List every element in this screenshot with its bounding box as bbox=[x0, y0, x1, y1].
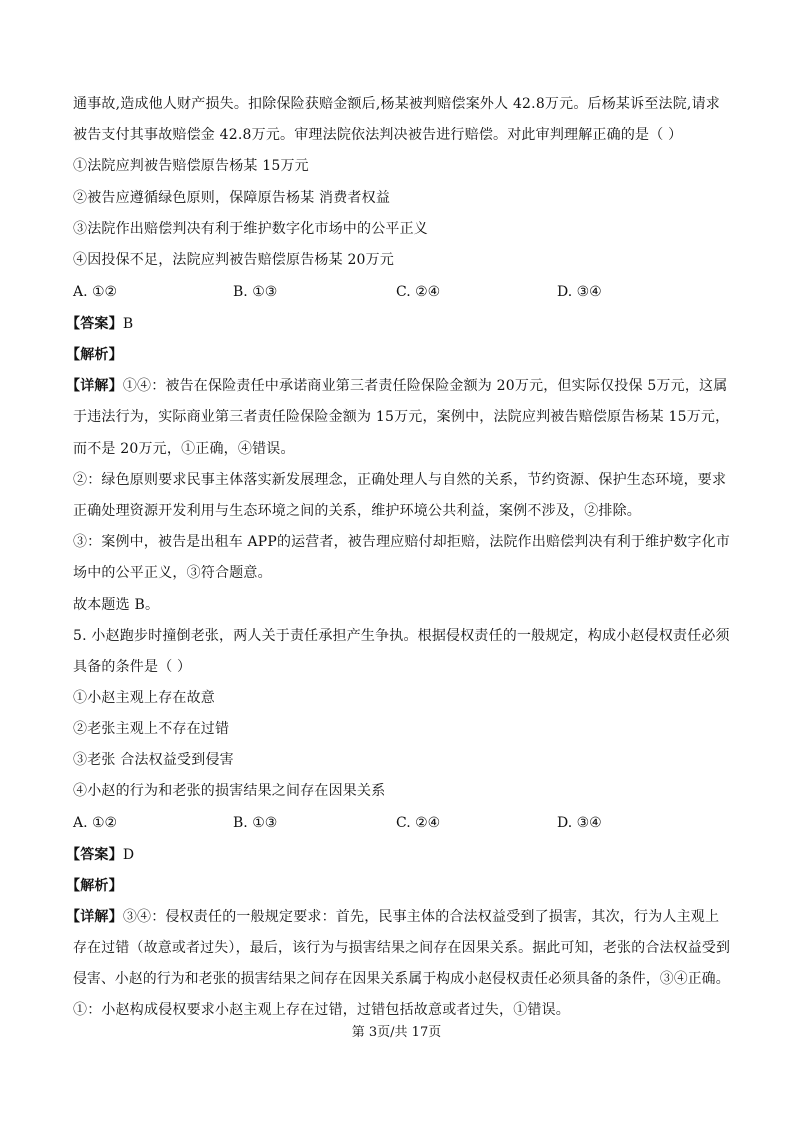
q4-detail-line-4: ②：绿色原则要求民事主体落实新发展理念，正确处理人与自然的关系，节约资源、保护生态环境，要求 bbox=[73, 472, 727, 488]
q4-answer-tag: 【答案】 bbox=[66, 316, 123, 332]
q5-detail-text-1: ③④：侵权责任的一般规定要求：首先，民事主体的合法权益受到了损害，其次，行为人主观上 bbox=[122, 909, 720, 925]
q4-detail-line-2: 于违法行为，实际商业第三者责任险保险金额为 15万元，案例中，法院应判被告赔偿原告杨某 15万元， bbox=[73, 409, 730, 425]
q5-answer-tag: 【答案】 bbox=[66, 847, 123, 863]
q4-option-3: ③法院作出赔偿判决有利于维护数字化市场中的公平正义 bbox=[73, 221, 428, 237]
q4-choice-c: C. ②④ bbox=[396, 284, 441, 300]
q5-detail-line-3: 侵害、小赵的行为和老张的损害结果之间存在因果关系属于构成小赵侵权责任必须具备的条件，③④正确。 bbox=[73, 971, 730, 987]
q5-analysis-tag: 【解析】 bbox=[66, 878, 123, 894]
page-footer: 第 3页/共 17页 bbox=[351, 1025, 442, 1040]
q5-detail-line-2: 存在过错（故意或者过失），最后，该行为与损害结果之间存在因果关系。据此可知，老张的合法权益受到 bbox=[73, 940, 731, 956]
q5-answer-value: D bbox=[122, 847, 135, 863]
q5-answer-line bbox=[66, 845, 134, 865]
q4-detail-text-1: ①④：被告在保险责任中承诺商业第三者责任险保险金额为 20万元，但实际仅投保 5万元，这属 bbox=[122, 378, 728, 394]
q4-choice-d: D. ③④ bbox=[557, 284, 602, 300]
q5-detail-line-1 bbox=[66, 907, 719, 927]
q5-choice-b: B. ①③ bbox=[233, 815, 278, 831]
q5-stem-line-2: 具备的条件是（ ） bbox=[73, 659, 192, 675]
q4-stem-line-1: 通事故,造成他人财产损失。扣除保险获赔金额后,杨某被判赔偿案外人 42.8万元。后杨某诉至法院,请求 bbox=[73, 96, 720, 112]
q4-option-1: ①法院应判被告赔偿原告杨某 15万元 bbox=[73, 158, 309, 174]
q5-choice-c: C. ②④ bbox=[396, 815, 441, 831]
q5-choice-d: D. ③④ bbox=[557, 815, 602, 831]
q5-detail-tag: 【详解】 bbox=[66, 909, 123, 925]
q5-option-2: ②老张主观上不存在过错 bbox=[73, 721, 230, 737]
q4-detail-line-5: 正确处理资源开发利用与生态环境之间的关系，维护环境公共利益，案例不涉及，②排除。 bbox=[73, 503, 641, 519]
q5-stem-line-1: 5. 小赵跑步时撞倒老张，两人关于责任承担产生争执。根据侵权责任的一般规定，构成小赵侵权责任必须 bbox=[73, 628, 730, 644]
q5-choice-a: A. ①② bbox=[73, 815, 118, 831]
q4-answer-value: B bbox=[122, 316, 134, 332]
q5-option-1: ①小赵主观上存在故意 bbox=[73, 690, 215, 706]
q4-conclusion: 故本题选 B。 bbox=[73, 597, 160, 613]
q4-detail-line-1 bbox=[66, 376, 727, 396]
q4-choice-a: A. ①② bbox=[73, 284, 118, 300]
q4-option-4: ④因投保不足，法院应判被告赔偿原告杨某 20万元 bbox=[73, 252, 395, 268]
q4-stem-line-2: 被告支付其事故赔偿金 42.8万元。审理法院依法判决被告进行赔偿。对此审判理解正确的是（ ） bbox=[73, 127, 683, 143]
q5-option-4: ④小赵的行为和老张的损害结果之间存在因果关系 bbox=[73, 783, 386, 799]
q4-option-2: ②被告应遵循绿色原则，保障原告杨某 消费者权益 bbox=[73, 190, 391, 206]
q5-option-3: ③老张 合法权益受到侵害 bbox=[73, 752, 234, 768]
q5-detail-line-4: ①：小赵构成侵权要求小赵主观上存在过错，过错包括故意或者过失，①错误。 bbox=[73, 1002, 570, 1018]
q4-analysis-tag: 【解析】 bbox=[66, 347, 123, 363]
q4-detail-line-7: 场中的公平正义，③符合题意。 bbox=[73, 565, 272, 581]
q4-detail-line-6: ③：案例中，被告是出租车 APP的运营者，被告理应赔付却拒赔，法院作出赔偿判决有利于维护数字化市 bbox=[73, 534, 731, 550]
q4-detail-tag: 【详解】 bbox=[66, 378, 123, 394]
q4-detail-line-3: 而不是 20万元，①正确，④错误。 bbox=[73, 441, 295, 457]
q4-choice-b: B. ①③ bbox=[233, 284, 278, 300]
q4-answer-line bbox=[66, 314, 133, 334]
